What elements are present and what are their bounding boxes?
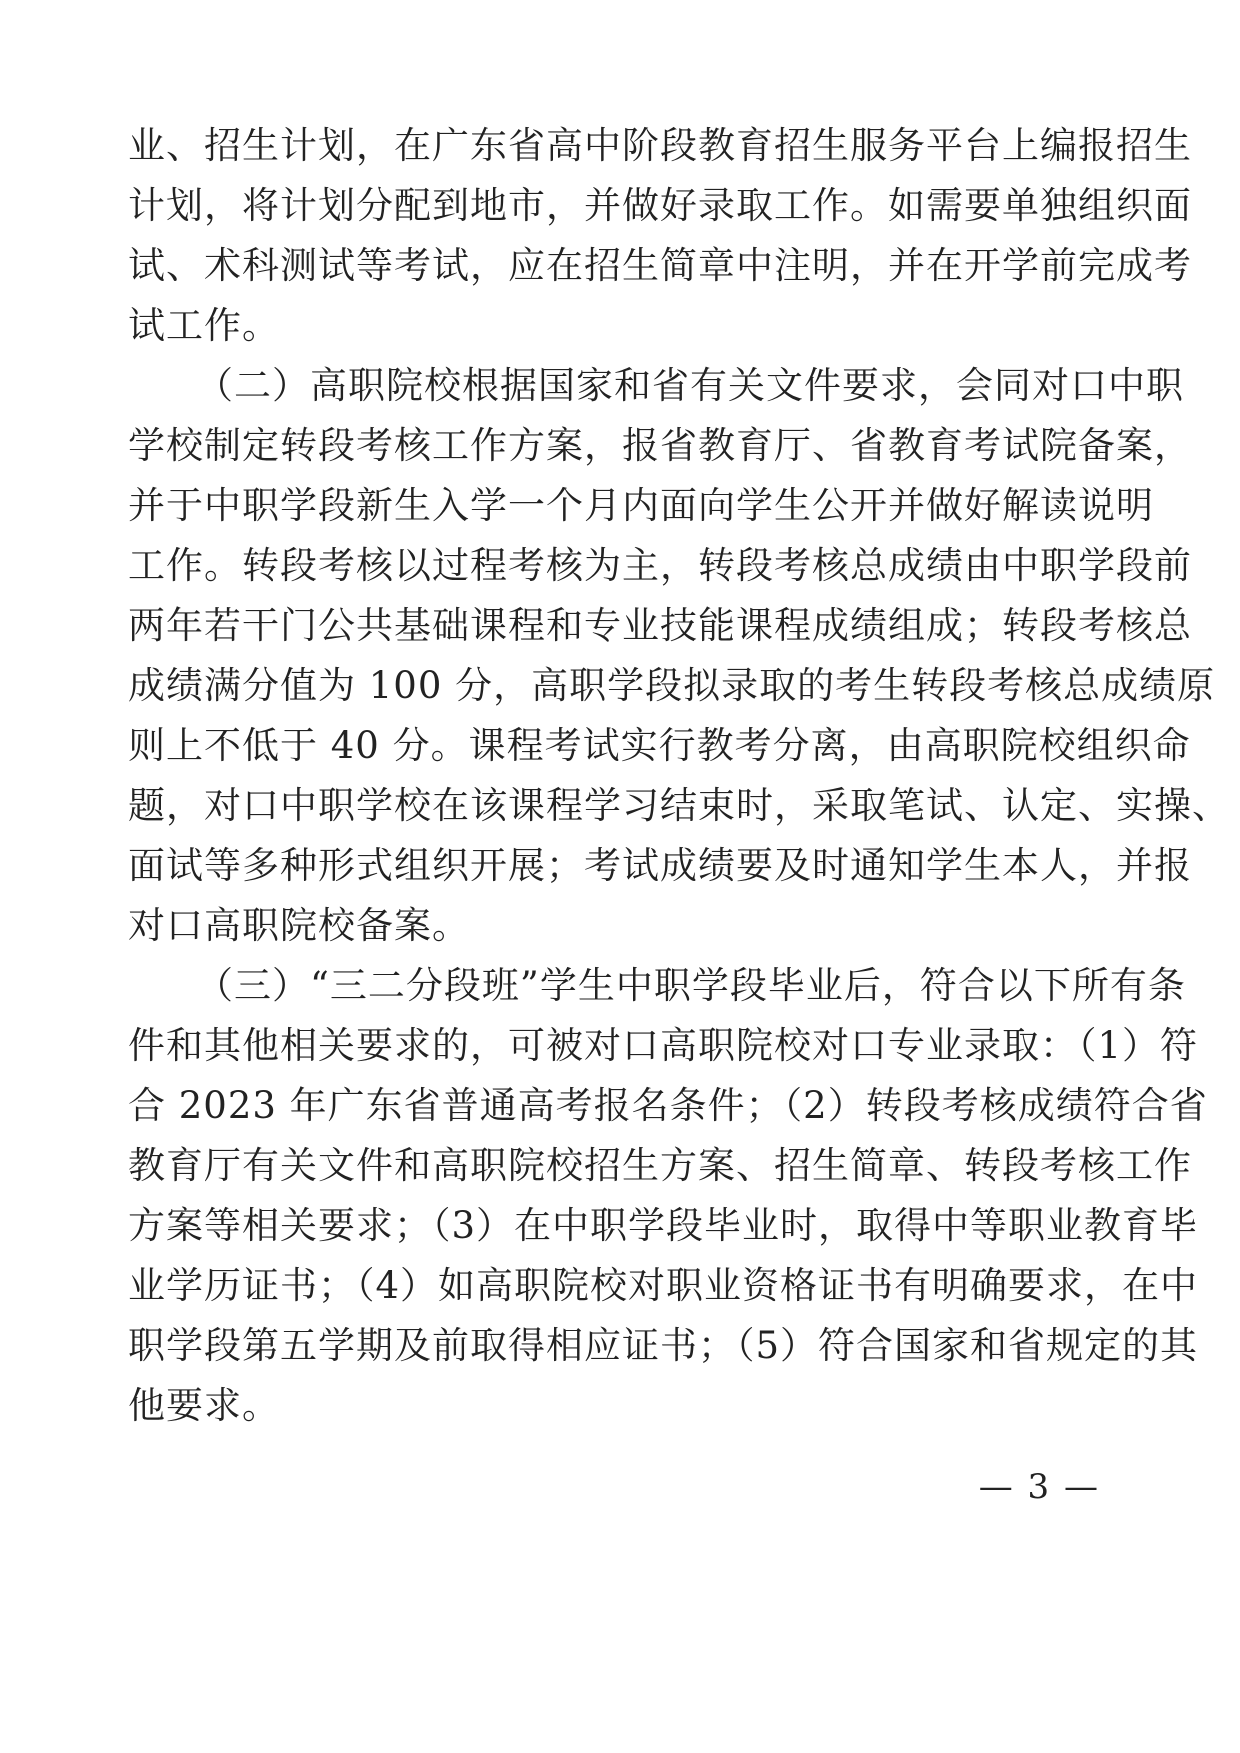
- text-line: 方案等相关要求；（3）在中职学段毕业时，取得中等职业教育毕: [128, 1204, 1199, 1247]
- text-line: 合 2023 年广东省普通高考报名条件；（2）转段考核成绩符合省: [128, 1084, 1208, 1127]
- text-line: 两年若干门公共基础课程和专业技能课程成绩组成；转段考核总: [128, 604, 1192, 647]
- text-line: 并于中职学段新生入学一个月内面向学生公开并做好解读说明: [128, 484, 1154, 527]
- page-number: — 3 —: [978, 1467, 1100, 1507]
- text-line: 则上不低于 40 分。课程考试实行教考分离，由高职院校组织命: [128, 724, 1191, 767]
- text-line: 工作。转段考核以过程考核为主，转段考核总成绩由中职学段前: [128, 544, 1192, 587]
- text-line: 试工作。: [128, 304, 280, 347]
- text-line: 计划，将计划分配到地市，并做好录取工作。如需要单独组织面: [128, 184, 1192, 227]
- text-line: 题，对口中职学校在该课程学习结束时，采取笔试、认定、实操、: [128, 784, 1230, 827]
- text-line: 学校制定转段考核工作方案，报省教育厅、省教育考试院备案，: [128, 424, 1192, 467]
- text-line: 试、术科测试等考试，应在招生简章中注明，并在开学前完成考: [128, 244, 1192, 287]
- text-line: 业学历证书；（4）如高职院校对职业资格证书有明确要求，在中: [128, 1264, 1199, 1307]
- text-line: 业、招生计划，在广东省高中阶段教育招生服务平台上编报招生: [128, 124, 1192, 167]
- text-line: 他要求。: [128, 1384, 280, 1427]
- text-line: 对口高职院校备案。: [128, 904, 470, 947]
- text-line: 职学段第五学期及前取得相应证书；（5）符合国家和省规定的其: [128, 1324, 1199, 1367]
- text-line: 件和其他相关要求的，可被对口高职院校对口专业录取：（1）符: [128, 1024, 1199, 1067]
- paragraph-3-first-line: （三）“三二分段班”学生中职学段毕业后，符合以下所有条: [196, 964, 1186, 1007]
- text-line: 成绩满分值为 100 分，高职学段拟录取的考生转段考核总成绩原: [128, 664, 1216, 707]
- text-line: 面试等多种形式组织开展；考试成绩要及时通知学生本人，并报: [128, 844, 1192, 887]
- paragraph-2-first-line: （二）高职院校根据国家和省有关文件要求，会同对口中职: [196, 364, 1184, 407]
- text-line: 教育厅有关文件和高职院校招生方案、招生简章、转段考核工作: [128, 1144, 1192, 1187]
